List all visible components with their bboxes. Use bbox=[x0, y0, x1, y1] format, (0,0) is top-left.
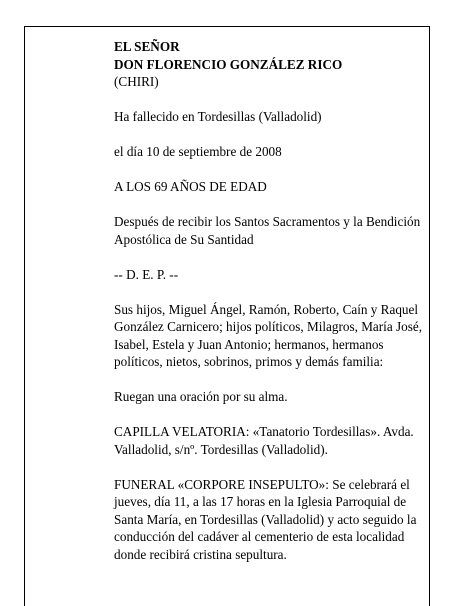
age: A LOS 69 AÑOS DE EDAD bbox=[114, 179, 267, 194]
header-line-1: EL SEÑOR bbox=[114, 39, 180, 54]
death-date: el día 10 de septiembre de 2008 bbox=[114, 144, 282, 159]
dep: -- D. E. P. -- bbox=[114, 266, 179, 282]
prayer: Ruegan una oración por su alma. bbox=[114, 389, 288, 404]
deceased-name: DON FLORENCIO GONZÁLEZ RICO bbox=[114, 56, 343, 72]
death-place: Ha fallecido en Tordesillas (Valladolid) bbox=[114, 109, 322, 124]
family: Sus hijos, Miguel Ángel, Ramón, Roberto, Caín y Raquel González Carnicero; hijos políticos, Milagros, María José, Isabel, Estela y Juan Antonio; hermanos, hermanos políticos, nietos, sobrinos, primos y demás familia: bbox=[114, 301, 423, 369]
sacraments: Después de recibir los Santos Sacramentos y la Bendición Apostólica de Su Santidad bbox=[114, 214, 421, 247]
nickname: (CHIRI) bbox=[114, 74, 159, 89]
chapel: CAPILLA VELATORIA: «Tanatorio Tordesillas». Avda. Valladolid, s/nº. Tordesillas (Valladolid). bbox=[114, 424, 414, 457]
funeral: FUNERAL «CORPORE INSEPULTO»: Se celebrará el jueves, día 11, a las 17 horas en la Iglesia Parroquial de Santa María, en Tordesillas (Valladolid) y acto seguido la conducción del cadáver al cementerio de esta localidad donde recibirá cristina sepultura. bbox=[114, 476, 417, 562]
obituary-notice bbox=[114, 38, 424, 563]
